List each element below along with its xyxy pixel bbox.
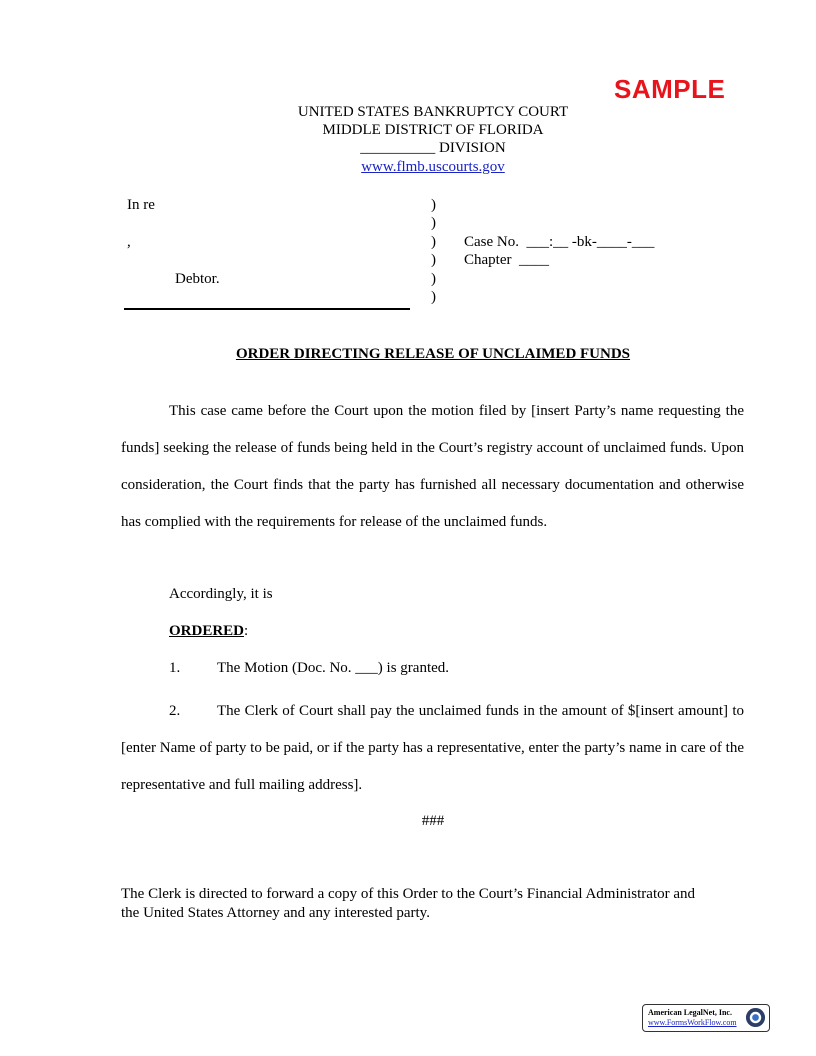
case-number: Case No. ___:__ -bk-____-___ (464, 234, 655, 250)
item-1-text: The Motion (Doc. No. ___) is granted. (217, 660, 450, 676)
item-2-number: 2. (169, 703, 181, 719)
footer-company: American LegalNet, Inc. (648, 1008, 732, 1017)
debtor-label: Debtor. (175, 271, 220, 287)
clerk-directive-line-1: The Clerk is directed to forward a copy of this Order to the Court’s Financial Administrator and (121, 886, 696, 902)
ordered-label: ORDERED (169, 623, 245, 639)
findings-paragraph (121, 393, 744, 541)
division-line: __________ DIVISION (360, 140, 506, 156)
caption-paren: ) (431, 234, 436, 250)
caption-paren: ) (431, 271, 436, 287)
item-2-text: The Clerk of Court shall pay the unclaimed funds in the amount of $[insert amount] to [enter Name of party to be paid, or if the party has a representative, enter the party’s name in care of the representative and full mailing address]. (121, 703, 744, 793)
accordingly-line: Accordingly, it is (169, 586, 273, 602)
court-website-wrap (0, 159, 816, 176)
district-name: MIDDLE DISTRICT OF FLORIDA (322, 122, 544, 138)
ordered-colon: : (244, 623, 249, 639)
globe-icon (745, 1007, 766, 1028)
item-1-number: 1. (169, 660, 181, 676)
sample-watermark: SAMPLE (614, 74, 726, 104)
caption-paren: ) (431, 197, 436, 213)
order-title: ORDER DIRECTING RELEASE OF UNCLAIMED FUNDS (235, 346, 631, 362)
chapter-number: Chapter ____ (464, 252, 549, 268)
court-website-link[interactable]: www.flmb.uscourts.gov (361, 159, 505, 175)
caption-paren: ) (431, 252, 436, 268)
item-2-paragraph (121, 693, 744, 804)
footer-url[interactable]: www.FormsWorkFlow.com (648, 1018, 737, 1027)
caption-underline (124, 308, 410, 310)
findings-text: This case came before the Court upon the motion filed by [insert Party’s name requesting the funds] seeking the release of funds being held in the Court’s registry account of unclaimed funds. Upon consideration, the Court finds that the party has furnished all necessary documentation and otherwise has complied with the requirements for release of the unclaimed funds. (121, 403, 744, 530)
in-re-label: In re (127, 197, 155, 213)
ordered-heading (169, 623, 248, 640)
debtor-name-comma: , (127, 234, 131, 250)
caption-paren: ) (431, 289, 436, 305)
footer-logo (642, 1004, 770, 1032)
caption-paren: ) (431, 215, 436, 231)
clerk-directive-line-2: the United States Attorney and any interested party. (121, 905, 430, 921)
end-mark: ### (421, 813, 445, 829)
court-name: UNITED STATES BANKRUPTCY COURT (297, 104, 569, 120)
